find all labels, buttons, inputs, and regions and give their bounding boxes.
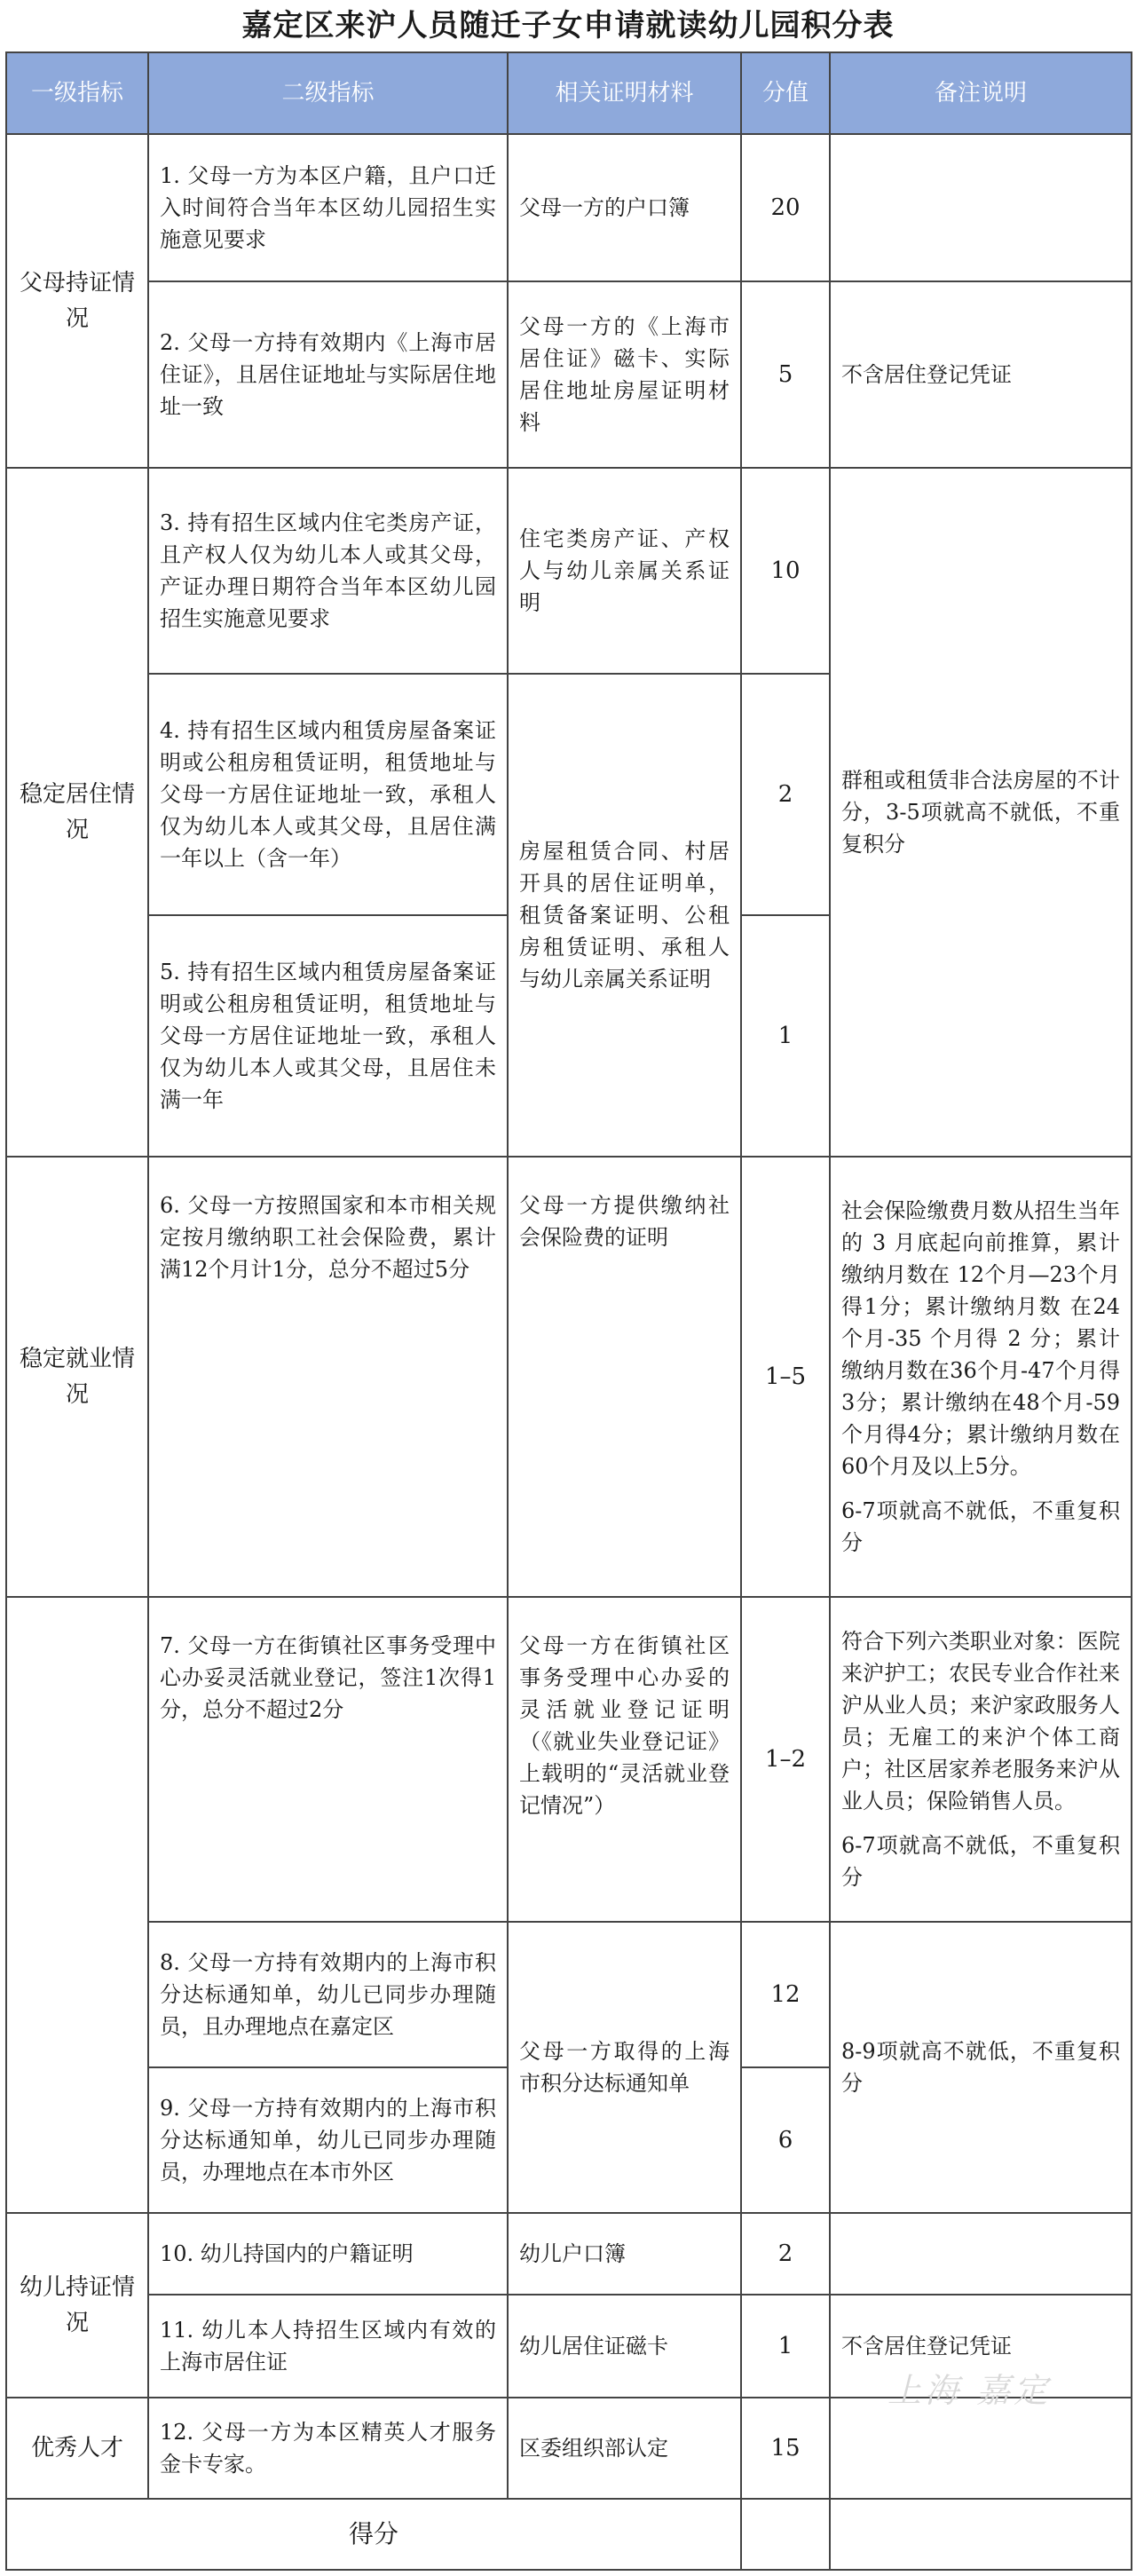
criterion-9: 9. 父母一方持有效期内的上海市积分达标通知单，幼儿已同步办理随员，办理地点在本市外区 bbox=[148, 2067, 508, 2213]
criterion-2: 2. 父母一方持有效期内《上海市居住证》，且居住证地址与实际居住地址一致 bbox=[148, 281, 508, 468]
header-materials: 相关证明材料 bbox=[508, 52, 741, 134]
value-2: 5 bbox=[741, 281, 830, 468]
header-level1: 一级指标 bbox=[6, 52, 148, 134]
score-label: 得分 bbox=[6, 2499, 741, 2570]
criterion-3: 3. 持有招生区域内住宅类房产证，且产权人仅为幼儿本人或其父母，产证办理日期符合当年本区幼儿园招生实施意见要求 bbox=[148, 468, 508, 674]
score-value bbox=[741, 2499, 830, 2570]
material-12: 区委组织部认定 bbox=[508, 2398, 741, 2499]
material-2: 父母一方的《上海市居住证》磁卡、实际居住地址房屋证明材料 bbox=[508, 281, 741, 468]
value-7: 1–2 bbox=[741, 1597, 830, 1922]
value-6: 1–5 bbox=[741, 1157, 830, 1597]
group-child-certificate: 幼儿持证情况 bbox=[6, 2213, 148, 2398]
note-8-9: 8-9项就高不就低，不重复积分 bbox=[830, 1922, 1132, 2213]
criterion-4: 4. 持有招生区域内租赁房屋备案证明或公租房租赁证明，租赁地址与父母一方居住证地址一致，承租人仅为幼儿本人或其父母，且居住满一年以上（含一年） bbox=[148, 674, 508, 915]
note-11: 不含居住登记凭证 bbox=[830, 2295, 1132, 2398]
material-1: 父母一方的户口簿 bbox=[508, 134, 741, 281]
value-4: 2 bbox=[741, 674, 830, 915]
header-value: 分值 bbox=[741, 52, 830, 134]
value-10: 2 bbox=[741, 2213, 830, 2295]
table-row bbox=[6, 134, 1132, 281]
criterion-6: 6. 父母一方按照国家和本市相关规定按月缴纳职工社会保险费，累计满12个月计1分，总分不超过5分 bbox=[148, 1157, 508, 1597]
page-title: 嘉定区来沪人员随迁子女申请就读幼儿园积分表 bbox=[241, 8, 895, 43]
table-row bbox=[6, 1922, 1132, 2067]
header-row bbox=[6, 52, 1132, 134]
group-talent: 优秀人才 bbox=[6, 2398, 148, 2499]
criterion-1: 1. 父母一方为本区户籍，且户口迁入时间符合当年本区幼儿园招生实施意见要求 bbox=[148, 134, 508, 281]
table-row bbox=[6, 2213, 1132, 2295]
header-notes: 备注说明 bbox=[830, 52, 1132, 134]
value-12: 15 bbox=[741, 2398, 830, 2499]
note-2: 不含居住登记凭证 bbox=[830, 281, 1132, 468]
criterion-12: 12. 父母一方为本区精英人才服务金卡专家。 bbox=[148, 2398, 508, 2499]
group-stable-residence: 稳定居住情况 bbox=[6, 468, 148, 1157]
table-row bbox=[6, 1157, 1132, 1597]
criterion-7: 7. 父母一方在街镇社区事务受理中心办妥灵活就业登记，签注1次得1分，总分不超过2分 bbox=[148, 1597, 508, 1922]
material-8-9: 父母一方取得的上海市积分达标通知单 bbox=[508, 1922, 741, 2213]
note-6-detail: 社会保险缴费月数从招生当年的 3 月底起向前推算，累计缴纳月数在 12个月—23个月得1分；累计缴纳月数 在24个月-35 个月得 2 分；累计缴纳月数在36个月-47个月得 3分；累计缴纳在48个月-59个月得4分；累计缴纳月数在60个月及以上5分。 bbox=[841, 1198, 1120, 1479]
value-8: 12 bbox=[741, 1922, 830, 2067]
criterion-11: 11. 幼儿本人持招生区域内有效的上海市居住证 bbox=[148, 2295, 508, 2398]
note-3-5: 群租或租赁非合法房屋的不计分，3-5项就高不就低，不重复积分 bbox=[830, 468, 1132, 1157]
header-level2: 二级指标 bbox=[148, 52, 508, 134]
group-parent-certificate: 父母持证情况 bbox=[6, 134, 148, 468]
table-row bbox=[6, 1597, 1132, 1922]
score-table bbox=[5, 51, 1132, 2571]
note-7-detail: 符合下列六类职业对象：医院来沪护工；农民专业合作社来沪从业人员；来沪家政服务人员；无雇工的来沪个体工商户；社区居家养老服务来沪从业人员；保险销售人员。 bbox=[841, 1629, 1120, 1813]
value-3: 10 bbox=[741, 468, 830, 674]
table-row bbox=[6, 281, 1132, 468]
value-11: 1 bbox=[741, 2295, 830, 2398]
criterion-8: 8. 父母一方持有效期内的上海市积分达标通知单，幼儿已同步办理随员，且办理地点在嘉定区 bbox=[148, 1922, 508, 2067]
group-stable-employment: 稳定就业情况 bbox=[6, 1157, 148, 1597]
criterion-10: 10. 幼儿持国内的户籍证明 bbox=[148, 2213, 508, 2295]
note-1 bbox=[830, 134, 1132, 281]
material-10: 幼儿户口簿 bbox=[508, 2213, 741, 2295]
note-7-rule: 6-7项就高不就低，不重复积分 bbox=[841, 1833, 1120, 1890]
score-row bbox=[6, 2499, 1132, 2570]
note-10 bbox=[830, 2213, 1132, 2295]
material-11: 幼儿居住证磁卡 bbox=[508, 2295, 741, 2398]
material-6: 父母一方提供缴纳社会保险费的证明 bbox=[508, 1157, 741, 1597]
material-3: 住宅类房产证、产权人与幼儿亲属关系证明 bbox=[508, 468, 741, 674]
note-6 bbox=[830, 1157, 1132, 1597]
value-9: 6 bbox=[741, 2067, 830, 2213]
note-7 bbox=[830, 1597, 1132, 1922]
material-7: 父母一方在街镇社区事务受理中心办妥的灵活就业登记证明（《就业失业登记证》上载明的“灵活就业登记情况”） bbox=[508, 1597, 741, 1922]
score-note bbox=[830, 2499, 1132, 2570]
watermark: 上海 嘉定 bbox=[888, 2371, 1052, 2410]
note-6-rule: 6-7项就高不就低，不重复积分 bbox=[841, 1498, 1120, 1555]
material-4-5: 房屋租赁合同、村居开具的居住证明单，租赁备案证明、公租房租赁证明、承租人与幼儿亲属关系证明 bbox=[508, 674, 741, 1157]
table-row bbox=[6, 468, 1132, 674]
group-empty bbox=[6, 1597, 148, 2213]
value-5: 1 bbox=[741, 915, 830, 1157]
criterion-5: 5. 持有招生区域内租赁房屋备案证明或公租房租赁证明，租赁地址与父母一方居住证地址一致，承租人仅为幼儿本人或其父母，且居住未满一年 bbox=[148, 915, 508, 1157]
value-1: 20 bbox=[741, 134, 830, 281]
